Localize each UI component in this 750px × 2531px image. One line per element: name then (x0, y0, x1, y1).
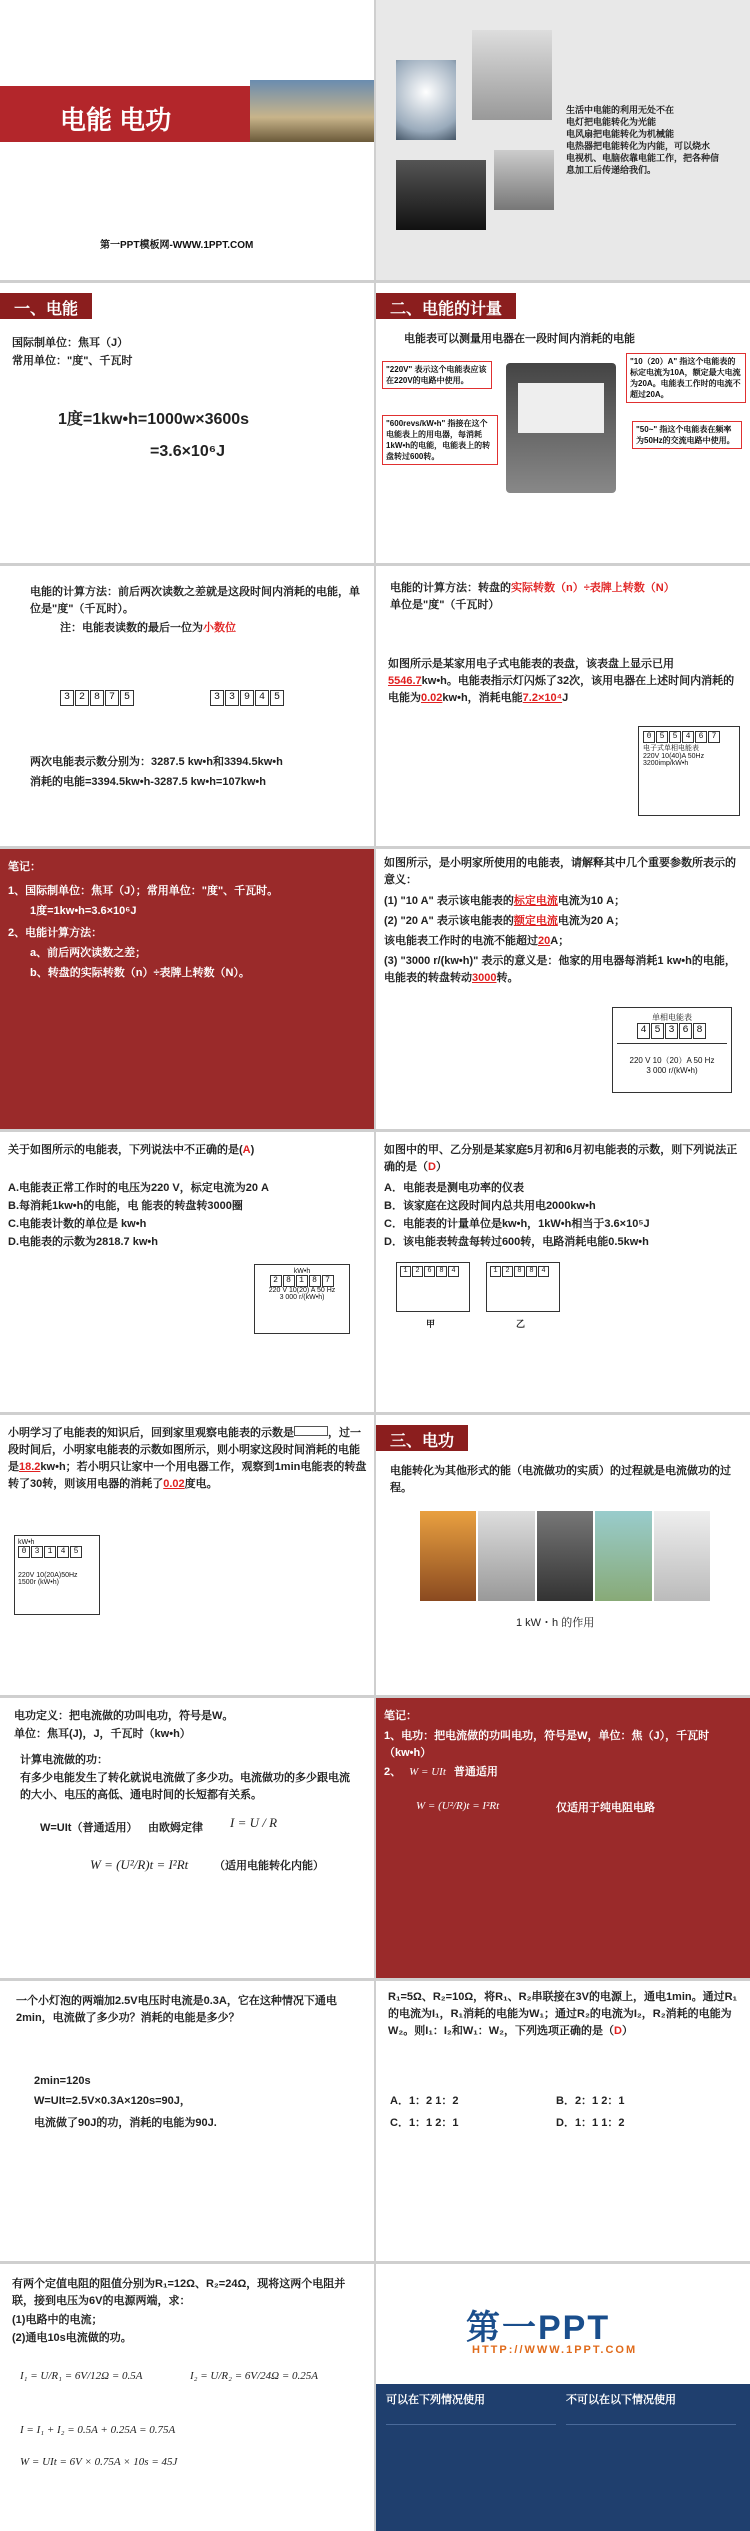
footer-panel (376, 2384, 750, 2531)
slide-intro (376, 0, 750, 280)
consumption-result: 消耗的电能=3394.5kw•h-3287.5 kw•h=107kw•h (30, 776, 266, 788)
question: 如图中的甲、乙分别是某家庭5月初和6月初电能表的示数，则下列说法正确的是（D） (384, 1144, 738, 1173)
link-list-2 (566, 2424, 736, 2520)
formula-general: W=UIt（普通适用） (40, 1822, 138, 1834)
section-header: 二、电能的计量 (376, 293, 516, 319)
photo-4 (595, 1511, 651, 1601)
slide-reading-method (0, 566, 374, 846)
photo-2 (478, 1511, 534, 1601)
site-footer: 第一PPT模板网-WWW.1PPT.COM (100, 240, 254, 251)
resistive-formula: W = (U²/R)t = I²Rt (416, 1800, 500, 1812)
dial-line (617, 1043, 727, 1051)
city-photo (250, 80, 374, 142)
option-b: B.每消耗1kw•h的电能，电 能表的转盘转3000圈 (8, 1200, 243, 1212)
reading-1: 3 2 8 7 5 (60, 686, 135, 706)
slide-example-series (376, 1981, 750, 2261)
reading-2: 3 3 9 4 5 (210, 686, 285, 706)
small-meter-reading (294, 1426, 328, 1436)
note-line: 注：电能表读数的最后一位为小数位 (60, 622, 236, 634)
option-a: A.电能表正常工作时的电压为220 V，标定电流为20 A (8, 1182, 269, 1194)
slide-example-parallel (0, 2264, 374, 2531)
slide-example-bulb (0, 1981, 374, 2261)
meter-photo (506, 363, 616, 493)
meter-diagram: kW•h 2 8 1 8 7 220 V 10(20) A 50 Hz 3 000 r/(kW•h) (254, 1264, 350, 1334)
question: R₁=5Ω、R₂=10Ω，将R₁、R₂串联接在3V的电源上，通电1min。通过R₁的电流为I₁，R₁消耗的电能为W₁；通过R₂的电流为I₂，R₂消耗的电能为W₂。则I₁：I₂和W₁：W₂，下列选项正确的是（D） (388, 1991, 738, 2037)
intro-text: 生活中电能的利用无处不在 电灯把电能转化为光能 电风扇把电能转化为机械能 电热器把电能转化为内能，可以烧水 电视机、电脑依靠电能工作，把各种信 息加工后传递给我们。 (566, 105, 720, 175)
photo-3 (537, 1511, 593, 1601)
meter-b: 1 2 8 8 4 (486, 1262, 560, 1312)
question: 小明学习了电能表的知识后，回到家里观察电能表的示数是 ，过一段时间后，小明家电能表的示数如图所示，则小明家这段时间消耗的电能是18.2kw•h；若小明只让家中一个用电器工作，观察到1min电能表的转盘转了30转，则该用电器的消耗了0.02度电。 (8, 1427, 367, 1490)
callout-revs: "600revs/kW•h" 指接在这个电能表上的用电器，每消耗1kW•h的电能，电能表上的转盘转过600转。 (382, 415, 498, 465)
intro-line: 电能表可以测量用电器在一段时间内消耗的电能 (404, 333, 635, 345)
slide-metering (376, 283, 750, 563)
ohm-law: 由欧姆定律 (148, 1822, 203, 1834)
callout-220v: "220V" 表示这个电能表应该在220V的电路中使用。 (382, 361, 492, 389)
method-text: 电能的计算方法：前后两次读数之差就是这段时间内消耗的电能，单位是"度"（千瓦时）。 (30, 586, 360, 615)
logo-url: HTTP://WWW.1PPT.COM (472, 2344, 638, 2356)
slide-title-text: 电能 电功 (60, 105, 172, 135)
answer-2: (2) "20 A" 表示该电能表的额定电流电流为20 A； (384, 915, 626, 927)
slide-quiz-1 (0, 1132, 374, 1412)
bulb-photo (396, 60, 456, 140)
note-2a: a、前后两次读数之差； (30, 947, 147, 959)
slide-title (0, 0, 374, 280)
notes-title: 笔记： (8, 861, 41, 873)
answer-1: (1) "10 A" 表示该电能表的标定电流电流为10 A； (384, 895, 626, 907)
callout-current: "10（20）A" 指这个电能表的标定电流为10A，额定最大电流为20A。电能表工作时的电流不超过20A。 (626, 353, 746, 403)
sub-question-1: (1)电路中的电流； (12, 2314, 103, 2326)
step-1: 2min=120s (34, 2075, 91, 2087)
option-a: A．1：2 1：2 (390, 2095, 459, 2107)
question: 有两个定值电阻的阻值分别为R₁=12Ω、R₂=24Ω，现将这两个电阻并联，接到电压为6V的电源两端，求： (12, 2278, 346, 2307)
caption: 1 kW・h 的作用 (516, 1617, 595, 1629)
si-unit: 国际制单位：焦耳（J） (12, 337, 129, 349)
step-3: 电流做了90J的功，消耗的电能为90J. (34, 2117, 217, 2129)
note-1: 1、电功：把电流做的功叫电功，符号是W，单位：焦（J），千瓦时（kw•h） (384, 1730, 710, 1759)
calc-explain: 有多少电能发生了转化就说电流做了多少功。电流做功的多少跟电流的大小、电压的高低、通电时间的长短都有关系。 (20, 1772, 350, 1801)
def-line: 电功定义：把电流做的功叫电功，符号是W。 (14, 1710, 234, 1722)
meter-dial (518, 383, 604, 433)
slide-quiz-3 (0, 1415, 374, 1695)
heat-formula: W = (U²/R)t = I²Rt (90, 1857, 189, 1872)
unit-line: 单位：焦耳(J)，J，千瓦时（kw•h） (14, 1728, 191, 1740)
reading-result: 两次电能表示数分别为：3287.5 kw•h和3394.5kw•h (30, 756, 283, 768)
option-d: D.电能表的示数为2818.7 kw•h (8, 1236, 158, 1248)
question: 关于如图所示的电能表，下列说法中不正确的是(A) (8, 1144, 255, 1156)
callout-frequency: "50~" 指这个电能表在频率为50Hz的交流电路中使用。 (632, 421, 742, 449)
option-d: D．该电能表转盘每转过600转，电路消耗电能0.5kw•h (384, 1236, 649, 1248)
meter-diagram: 单相电能表 4 5 3 6 8 220 V 10（20）A 50 Hz 3 000 r/(kW•h) (612, 1007, 732, 1093)
label-b: 乙 (516, 1319, 526, 1329)
note-2: 2、 W = UIt 普通适用 (384, 1766, 498, 1778)
note-3: 仅适用于纯电阻电路 (556, 1802, 655, 1814)
option-b: B．该家庭在这段时间内总共用电2000kw•h (384, 1200, 596, 1212)
formula-2: =3.6×10⁶J (150, 443, 225, 460)
meter-imp: 3200imp/kW•h (643, 760, 689, 767)
calc-title: 计算电流做的功： (20, 1754, 108, 1766)
option-c: C．电能表的计量单位是kw•h，1kW•h相当于3.6×10⁵J (384, 1218, 650, 1230)
digital-meter: 0 5 5 4 6 7 电子式单相电能表 220V 10(40)A 50Hz 3200imp/kW•h (638, 726, 740, 816)
answer-3: 该电能表工作时的电流不能超过20A； (384, 935, 570, 947)
formula-note: （适用电能转化内能） (214, 1860, 324, 1872)
slide-quiz-2 (376, 1132, 750, 1412)
slide-electric-energy (0, 283, 374, 563)
kettle-photo (396, 160, 486, 230)
note-1: 1、国际制单位：焦耳（J）；常用单位："度"、千瓦时。 (8, 885, 279, 897)
eq-i1: I₁ = U/R₁ = 6V/12Ω = 0.5A (20, 2370, 143, 2382)
section-header: 一、电能 (0, 293, 92, 319)
slide-work-definition (0, 1698, 374, 1978)
slide-rotation-method (376, 566, 750, 846)
ohm-formula: I = U / R (230, 1815, 278, 1830)
notes-title: 笔记： (384, 1710, 417, 1722)
meter-title: 单相电能表 (652, 1013, 692, 1022)
common-unit: 常用单位："度"、千瓦时 (12, 355, 133, 367)
heater-photo (494, 150, 554, 210)
slide-notes-2 (376, 1698, 750, 1978)
answer-4: (3) "3000 r/(kw•h)" 表示的意义是：他家的用电器每消耗1 kw•h的电能，电能表的转盘转动3000转。 (384, 955, 736, 984)
eq-i2: I₂ = U/R₂ = 6V/24Ω = 0.25A (190, 2370, 318, 2382)
slide-meter-params (376, 849, 750, 1129)
meter-a: 1 2 6 8 4 (396, 1262, 470, 1312)
step-2: W=UIt=2.5V×0.3A×120s=90J， (34, 2095, 191, 2107)
question: 一个小灯泡的两端加2.5V电压时电流是0.3A，它在这种情况下通电2min，电流做了多少功？消耗的电能是多少？ (16, 1995, 337, 2024)
meter-type: 电子式单相电能表 (643, 745, 699, 752)
eq-i-total: I = I₁ + I₂ = 0.5A + 0.25A = 0.75A (20, 2424, 176, 2436)
option-c: C.电能表计数的单位是 kw•h (8, 1218, 147, 1230)
usage-allowed: 可以在下列情况使用 (386, 2394, 485, 2406)
question-text: 如图所示是某家用电子式电能表的表盘，该表盘上显示已用5546.7kw•h。电能表指示灯闪烁了32次，该用电器在上述时间内消耗的电能为0.02kw•h，消耗电能7.2×10⁴J (388, 658, 735, 704)
energy-photos (420, 1511, 710, 1601)
question: 如图所示，是小明家所使用的电能表，请解释其中几个重要参数所表示的意义： (384, 857, 736, 886)
note-2b: b、转盘的实际转数（n）÷表牌上转数（N）。 (30, 967, 250, 979)
option-b: B．2：1 2：1 (556, 2095, 625, 2107)
slide-end (376, 2264, 750, 2531)
option-d: D．1：1 1：2 (556, 2117, 625, 2129)
label-a: 甲 (426, 1319, 436, 1329)
option-c: C．1：1 2：1 (390, 2117, 459, 2129)
slide-notes-1 (0, 849, 374, 1129)
meter-diagram: kW•h 0 3 1 4 5 220V 10(20A)50Hz 1500r (kW•h) (14, 1535, 100, 1615)
formula-1: 1度=1kw•h=1000w×3600s (58, 411, 250, 428)
meter-spec: 220V 10(40)A 50Hz (643, 753, 705, 760)
note-2: 2、电能计算方法： (8, 927, 103, 939)
photo-1 (420, 1511, 476, 1601)
link-list-1 (386, 2424, 556, 2520)
note-1b: 1度=1kw•h=3.6×10⁶J (30, 905, 137, 917)
slide-electric-work (376, 1415, 750, 1695)
option-a: A．电能表是测电功率的仪表 (384, 1182, 524, 1194)
photo-5 (654, 1511, 710, 1601)
fan-photo (472, 30, 552, 120)
usage-prohibited: 不可以在以下情况使用 (566, 2394, 676, 2406)
sub-question-2: (2)通电10s电流做的功。 (12, 2332, 132, 2344)
uit-formula: W = UIt (409, 1766, 446, 1778)
definition: 电能转化为其他形式的能（电流做功的实质）的过程就是电流做功的过程。 (390, 1465, 731, 1494)
section-header: 三、电功 (376, 1425, 468, 1451)
logo: 第一PPT (466, 2309, 611, 2347)
rotation-text: 电能的计算方法：转盘的实际转数（n）÷表牌上转数（N） 单位是"度"（千瓦时） (390, 582, 675, 611)
eq-work: W = UIt = 6V × 0.75A × 10s = 45J (20, 2456, 178, 2468)
